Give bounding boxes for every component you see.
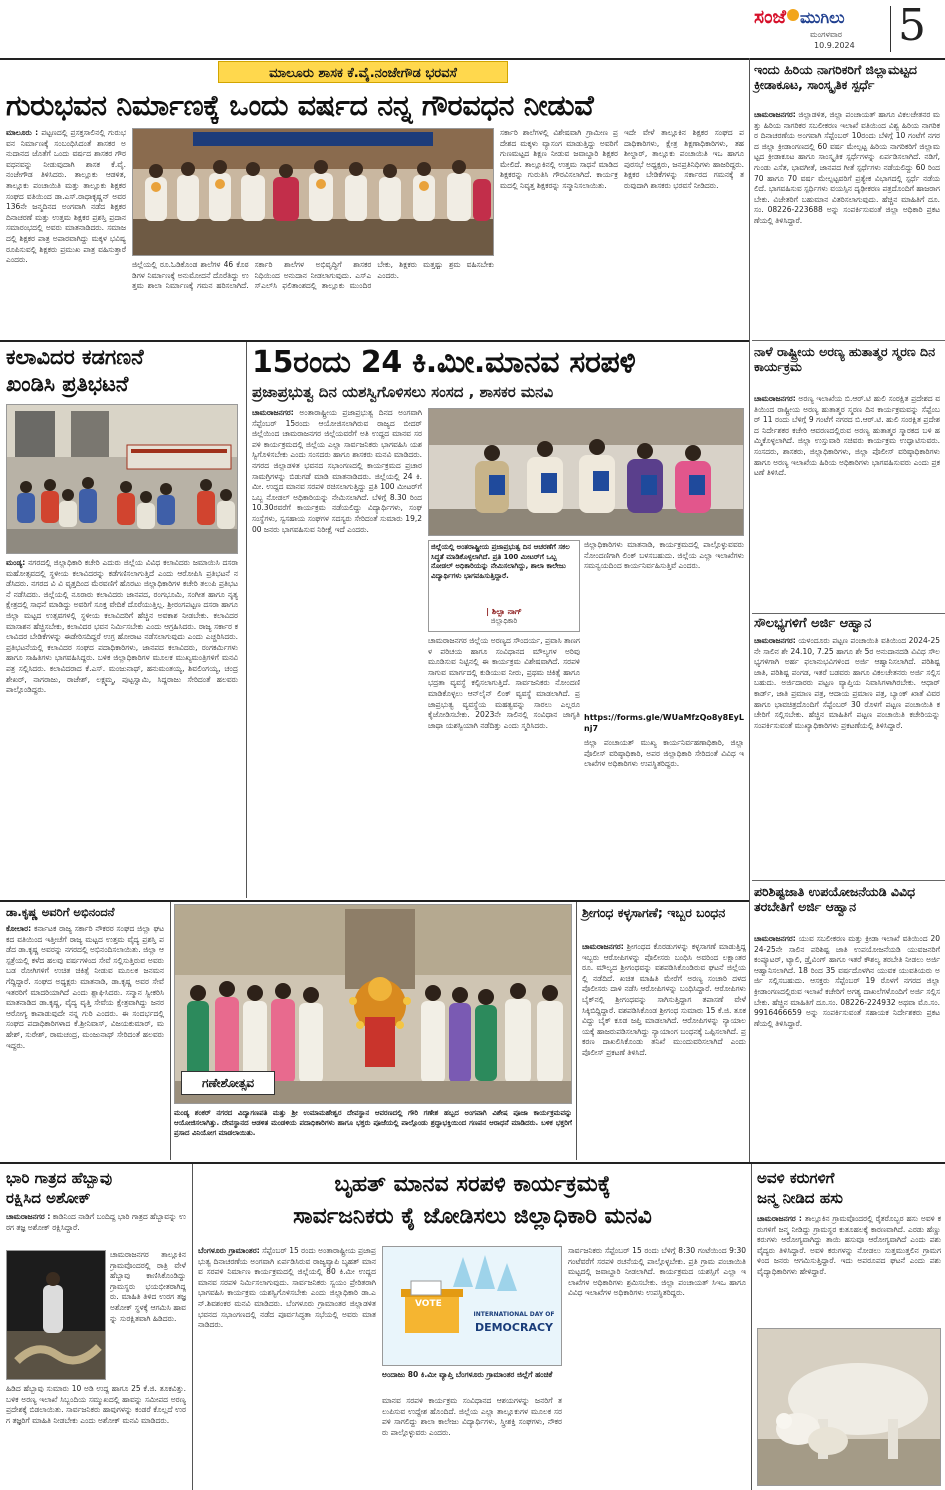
krishna-story	[0, 902, 168, 1162]
cow-photo	[757, 1328, 941, 1486]
krishna-text: ಕರ್ನಾಟಕ ರಾಜ್ಯ ಸರ್ಕಾರಿ ನೌಕರರ ಸಂಘದ ಜಿಲ್ಲಾ ಘಟಕದ ವತಿಯಿಂದ ಇತ್ತೀಚೆಗೆ ರಾಜ್ಯ ಮಟ್ಟದ ಉತ್ತಮ ವೈದ್ಯ ಪ್ರಶಸ್ತಿ ಪಡೆದ ಡಾ.ಕೃಷ್ಣ ಅವರನ್ನು ನಗರದಲ್ಲಿ ಅಭಿನಂದಿಸಲಾಯಿತು. ಜಿಲ್ಲಾ ಆಸ್ಪತ್ರೆಯಲ್ಲಿ ಕಳೆದ ಹಲವು ವರ್ಷಗಳಿಂದ ಸೇವೆ ಸಲ್ಲಿಸುತ್ತಿರುವ ಅವರು ಬಡ ರೋಗಿಗಳಿಗೆ ಉಚಿತ ಚಿಕಿತ್ಸೆ ನೀಡುವ ಮೂಲಕ ಜನಮನ ಗೆದ್ದಿದ್ದಾರೆ. ಸಂಘದ ಅಧ್ಯಕ್ಷರು ಮಾತನಾಡಿ, ಡಾ.ಕೃಷ್ಣ ಅವರ ಸೇವೆ ಇತರರಿಗೆ ಮಾದರಿಯಾಗಿದೆ ಎಂದು ಶ್ಲಾಘಿಸಿದರು. ಸನ್ಮಾನ ಸ್ವೀಕರಿಸಿ ಮಾತನಾಡಿದ ಡಾ.ಕೃಷ್ಣ, ವೈದ್ಯ ವೃತ್ತಿ ಸೇವೆಯ ಕ್ಷೇತ್ರವಾಗಿದ್ದು ಜನರ ಆರೋಗ್ಯ ಕಾಪಾಡುವುದೇ ನನ್ನ ಗುರಿ ಎಂದರು. ಈ ಸಂದರ್ಭದಲ್ಲಿ ಸಂಘದ ಪದಾಧಿಕಾರಿಗಳಾದ ಕೆ.ಶ್ರೀನಿವಾಸ್, ವಿಜಯಕುಮಾರ್, ಮಹೇಶ್, ಸುರೇಶ್, ರಾಮಚಂದ್ರ, ಮಂಜುನಾಥ್ ಸೇರಿದಂತೆ ಹಲವರು ಇದ್ದರು.	[6, 924, 164, 1050]
brand-logo	[754, 6, 884, 30]
bottom-body-1: ಸೆಪ್ಟೆಂಬರ್ 15 ರಂದು ಅಂತಾರಾಷ್ಟ್ರೀಯ ಪ್ರಜಾಪ್ರಭುತ್ವ ದಿನಾಚರಣೆಯ ಅಂಗವಾಗಿ ಏರ್ಪಡಿಸಿರುವ ರಾಜ್ಯವ್ಯಾಪಿ ಬೃಹತ್ ಮಾನವ ಸರಪಳಿ ನಿರ್ಮಾಣ ಕಾರ್ಯಕ್ರಮದಲ್ಲಿ ಜಿಲ್ಲೆಯಲ್ಲಿ 80 ಕಿ.ಮೀ ಉದ್ದದ ಮಾನವ ಸರಪಳಿ ನಿರ್ಮಿಸಲಾಗುವುದು. ಸಾರ್ವಜನಿಕರು ಸ್ವಯಂ ಪ್ರೇರಿತರಾಗಿ ಭಾಗವಹಿಸಿ ಕಾರ್ಯಕ್ರಮ ಯಶಸ್ವಿಗೊಳಿಸಬೇಕು ಎಂದು ಜಿಲ್ಲಾಧಿಕಾರಿ ಡಾ.ಎನ್.ಶಿವಶಂಕರ ಮನವಿ ಮಾಡಿದರು. ಬೆಂಗಳೂರು ಗ್ರಾಮಾಂತರ ಜಿಲ್ಲಾಡಳಿತ ಭವನದ ಸಭಾಂಗಣದಲ್ಲಿ ನಡೆದ ಪೂರ್ವಸಿದ್ಧತಾ ಸಭೆಯಲ್ಲಿ ಅವರು ಮಾತನಾಡಿದರು.	[198, 1246, 376, 1330]
srigandha-story	[580, 902, 748, 1160]
srigandha-body	[582, 942, 746, 1158]
page-number: 5	[898, 0, 926, 51]
bottom-body-col1	[198, 1246, 376, 1486]
right-rule-3	[752, 880, 945, 881]
protest-divider	[246, 342, 247, 898]
top-body-col2	[132, 260, 494, 336]
snake-body-1: ಕಾಡಿನಿಂದ ನಾಡಿಗೆ ಬಂದಿದ್ದ ಭಾರಿ ಗಾತ್ರದ ಹೆಬ್ಬಾವನ್ನು ಉರಗ ತಜ್ಞ ಅಶೋಕ್ ರಕ್ಷಿಸಿದ್ದಾರೆ.	[6, 1212, 186, 1232]
protest-headline-2: ಖಂಡಿಸಿ ಪ್ರತಿಭಟನೆ	[6, 372, 129, 396]
top-body-col1	[6, 128, 126, 335]
subplan-dateline: ಚಾಮರಾಜನಗರ:	[754, 934, 796, 943]
chain-body-col1	[252, 408, 422, 896]
chain-quote-role: ಜಿಲ್ಲಾಧಿಕಾರಿ	[490, 617, 518, 625]
chain-quote-name: | ಶಿಲ್ಪಾ ನಾಗ್	[486, 607, 522, 616]
srigandha-headline: ಶ್ರೀಗಂಧ ಕಳ್ಳಸಾಗಣೆ; ಇಬ್ಬರ ಬಂಧನ	[582, 905, 726, 920]
facilities-dateline: ಚಾಮರಾಜನಗರ:	[754, 636, 796, 645]
masthead-day: ಮಂಗಳವಾರ	[810, 30, 843, 39]
right-column	[752, 60, 945, 1162]
top-body-col4	[624, 128, 744, 335]
snake-divider	[192, 1164, 193, 1490]
ganesha-caption: ಮಂಡ್ಯ ಶಂಕರ್ ನಗರದ ವಿದ್ಯಾಗಣಪತಿ ಮತ್ತು ಶ್ರೀ ಉಮಾಮಹೇಶ್ವರ ದೇವಸ್ಥಾನ ಆವರಣದಲ್ಲಿ ಗೌರಿ ಗಣೇಶ ಹಬ್ಬದ ಅಂಗವಾಗಿ ವಿಶೇಷ ಪೂಜಾ ಕಾರ್ಯಕ್ರಮವನ್ನು ಆಯೋಜಿಸಲಾಗಿತ್ತು. ದೇವಸ್ಥಾನದ ಆಡಳಿತ ಮಂಡಳಿಯ ಪದಾಧಿಕಾರಿಗಳು ಹಾಗೂ ಭಕ್ತರು ಪೂಜೆಯಲ್ಲಿ ಪಾಲ್ಗೊಂಡು ಶ್ರದ್ಧಾಭಕ್ತಿಯಿಂದ ಗಣಪನ ಆರಾಧನೆ ಮಾಡಿದರು. ಬಳಿಕ ಭಕ್ತರಿಗೆ ಪ್ರಸಾದ ವಿನಿಯೋಗ ಮಾಡಲಾಯಿತು.	[174, 1109, 572, 1137]
subplan-headline: ಪರಿಶಿಷ್ಟಜಾತಿ ಉಪಯೋಜನೆಯಡಿ ವಿವಿಧ ತರಬೇತಿಗೆ ಅರ್ಜಿ ಆಹ್ವಾನ	[754, 884, 916, 914]
democracy-graphic	[382, 1246, 562, 1366]
top-story	[0, 60, 748, 340]
senior-body	[754, 110, 940, 336]
officials-release-photo	[429, 409, 744, 536]
forest-body	[754, 394, 940, 608]
top-body-1: ಪಟ್ಟಣದಲ್ಲಿ ಪ್ರಸಕ್ತಸಾಲಿನಲ್ಲಿ ಗುರುಭವನ ನಿರ್ಮಾಣಕ್ಕೆ ಸಂಬಂಧಿಸಿದಂತೆ ಶಾಸಕರ ಅನುದಾನದ ಜೊತೆಗೆ ಒಂದು ವರ್ಷದ ಶಾಸಕರ ಗೌರವಧನವನ್ನು ನೀಡುವುದಾಗಿ ಶಾಸಕ ಕೆ.ವೈ.ನಂಜೇಗೌಡ ತಿಳಿಸಿದರು. ತಾಲ್ಲೂಕು ಆಡಳಿತ, ತಾಲ್ಲೂಕು ಪಂಚಾಯಿತಿ ಮತ್ತು ತಾಲ್ಲೂಕು ಶಿಕ್ಷಕರ ಸಂಘದ ವತಿಯಿಂದ ಡಾ.ಎಸ್.ರಾಧಾಕೃಷ್ಣನ್ ಅವರ 136ನೇ ಜನ್ಮದಿನದ ಅಂಗವಾಗಿ ನಡೆದ ಶಿಕ್ಷಕರ ದಿನಾಚರಣೆ ಮತ್ತು ಉತ್ತಮ ಶಿಕ್ಷಕರ ಪ್ರಶಸ್ತಿ ಪ್ರದಾನ ಸಮಾರಂಭದಲ್ಲಿ ಅವರು ಮಾತನಾಡಿದರು. ಸಮಾಜದಲ್ಲಿ ಶಿಕ್ಷಕರ ಪಾತ್ರ ಅಪಾರವಾಗಿದ್ದು ಮಕ್ಕಳ ಭವಿಷ್ಯ ರೂಪಿಸುವಲ್ಲಿ ಶಿಕ್ಷಕರು ಪ್ರಮುಖ ಪಾತ್ರ ವಹಿಸುತ್ತಾರೆ ಎಂದರು.	[6, 128, 126, 265]
top-kicker-text: ಮಾಲೂರು ಶಾಸಕ ಕೆ.ವೈ.ನಂಜೇಗೌಡ ಭರವಸೆ	[269, 66, 457, 81]
forest-martyrs-story	[752, 344, 945, 612]
right-rule-1	[752, 340, 945, 341]
cow-divider	[751, 1164, 752, 1490]
snake-body-side	[110, 1250, 186, 1380]
chain-body-col3	[428, 636, 580, 896]
snake-story	[0, 1164, 190, 1490]
snake-dateline: ಚಾಮರಾಜನಗರ :	[6, 1212, 51, 1221]
protest-dateline: ಮಂಡ್ಯ:	[6, 558, 26, 567]
krishna-headline: ಡಾ.ಕೃಷ್ಣ ಅವರಿಗೆ ಅಭಿನಂದನೆ	[6, 905, 115, 919]
top-dateline: ಮಾಲೂರು :	[6, 128, 39, 137]
krishna-dateline: ಕೋಲಾರ:	[6, 924, 32, 933]
senior-text: ಜಿಲ್ಲಾಡಳಿತ, ಜಿಲ್ಲಾ ಪಂಚಾಯತ್ ಹಾಗೂ ವಿಕಲಚೇತನರ ಮತ್ತು ಹಿರಿಯ ನಾಗರಿಕರ ಸಬಲೀಕರಣ ಇಲಾಖೆ ವತಿಯಿಂದ ವಿಶ್ವ ಹಿರಿಯ ನಾಗರಿಕರ ದಿನಾಚರಣೆಯ ಅಂಗವಾಗಿ ಸೆಪ್ಟೆಂಬರ್ 10ರಂದು ಬೆಳಿಗ್ಗೆ 10 ಗಂಟೆಗೆ ನಗರದ ಜಿಲ್ಲಾ ಕ್ರೀಡಾಂಗಣದಲ್ಲಿ 60 ವರ್ಷ ಮೇಲ್ಪಟ್ಟ ಹಿರಿಯ ನಾಗರಿಕರಿಗೆ ಜಿಲ್ಲಾಮಟ್ಟದ ಕ್ರೀಡಾಕೂಟ ಹಾಗೂ ಸಾಂಸ್ಕೃತಿಕ ಸ್ಪರ್ಧೆಗಳನ್ನು ಏರ್ಪಡಿಸಲಾಗಿದೆ. ನಡಿಗೆ, ಗುಂಡು ಎಸೆತ, ಭಾವಗೀತೆ, ಜಾನಪದ ಗೀತೆ ಸ್ಪರ್ಧೆಗಳು ನಡೆಯಲಿದ್ದು 60 ರಿಂದ 70 ಹಾಗೂ 70 ವರ್ಷ ಮೇಲ್ಪಟ್ಟವರಿಗೆ ಪ್ರತ್ಯೇಕ ವಿಭಾಗದಲ್ಲಿ ಸ್ಪರ್ಧೆ ನಡೆಯಲಿದೆ. ಭಾಗವಹಿಸುವ ಸ್ಪರ್ಧಿಗಳು ವಯಸ್ಸಿನ ದೃಢೀಕರಣ ಪತ್ರದೊಂದಿಗೆ ಹಾಜರಾಗಬೇಕು. ವಿಜೇತರಿಗೆ ಬಹುಮಾನ ವಿತರಿಸಲಾಗುವುದು. ಹೆಚ್ಚಿನ ಮಾಹಿತಿಗೆ ದೂ.ಸಂ. 08226-223688 ಅನ್ನು ಸಂಪರ್ಕಿಸುವಂತೆ ಜಿಲ್ಲಾ ಅಧಿಕಾರಿ ಪ್ರಕಟಣೆಯಲ್ಲಿ ತಿಳಿಸಿದ್ದಾರೆ.	[754, 110, 940, 225]
snake-body-3: ಹಿಡಿದ ಹೆಬ್ಬಾವು ಸುಮಾರು 10 ಅಡಿ ಉದ್ದ ಹಾಗೂ 25 ಕೆ.ಜಿ. ತೂಕವಿತ್ತು. ಬಳಿಕ ಅರಣ್ಯ ಇಲಾಖೆ ಸಿಬ್ಬಂದಿಯ ಸಮ್ಮುಖದಲ್ಲಿ ಹಾವನ್ನು ಸಮೀಪದ ಅರಣ್ಯ ಪ್ರದೇಶಕ್ಕೆ ಬಿಡಲಾಯಿತು. ಸಾರ್ವಜನಿಕರು ಹಾವುಗಳನ್ನು ಕಂಡರೆ ಕೊಲ್ಲದೆ ಉರಗ ತಜ್ಞರಿಗೆ ಮಾಹಿತಿ ನೀಡಬೇಕು ಎಂದು ಅಶೋಕ್ ಮನವಿ ಮಾಡಿದರು.	[6, 1384, 186, 1425]
bottom-caption-text: ಅಂದಾಜು 80 ಕಿ.ಮೀ ವ್ಯಾಪ್ತಿ ಬೆಂಗಳೂರು ಗ್ರಾಮಾಂತರ ಜಿಲ್ಲೆಗೆ ಹಂಚಿಕೆ	[382, 1370, 553, 1379]
snake-photo	[6, 1250, 106, 1380]
senior-dateline: ಚಾಮರಾಜನಗರ:	[754, 110, 796, 119]
facilities-story	[752, 616, 945, 878]
twin-calves-photo	[758, 1329, 941, 1486]
facilities-body	[754, 636, 940, 874]
snake-body-top	[6, 1212, 186, 1246]
graphic-vote-text: VOTE	[415, 1299, 442, 1309]
bottom-headline-2: ಸಾರ್ವಜನಿಕರು ಕೈ ಜೋಡಿಸಲು ಜಿಲ್ಲಾಧಿಕಾರಿ ಮನವಿ	[293, 1204, 652, 1229]
chain-body-col2	[584, 540, 744, 710]
masthead-divider	[890, 6, 891, 52]
sc-subplan-story	[752, 884, 945, 1160]
top-kicker	[218, 61, 508, 83]
bottom-photo-caption	[382, 1370, 562, 1394]
bottom-story	[196, 1164, 749, 1490]
bottom-headline-1: ಬೃಹತ್ ಮಾನವ ಸರಪಳಿ ಕಾರ್ಯಕ್ರಮಕ್ಕೆ	[334, 1172, 611, 1197]
chain-body-2: ಚಾಮರಾಜನಗರ ಜಿಲ್ಲೆಯ ಅರಣ್ಯದ ಸೌಂದರ್ಯ, ಪ್ರವಾಸಿ ತಾಣಗಳ ಪರಿಚಯ ಹಾಗೂ ಸಂವಿಧಾನದ ಮೌಲ್ಯಗಳ ಅರಿವು ಮೂಡಿಸುವ ನಿಟ್ಟಿನಲ್ಲಿ ಈ ಕಾರ್ಯಕ್ರಮ ವಿಶೇಷವಾಗಿದೆ. ಸರಪಳಿ ಸಾಗುವ ಮಾರ್ಗದಲ್ಲಿ ಕುಡಿಯುವ ನೀರು, ಪ್ರಥಮ ಚಿಕಿತ್ಸೆ ಹಾಗೂ ಭದ್ರತಾ ವ್ಯವಸ್ಥೆ ಕಲ್ಪಿಸಲಾಗುತ್ತಿದೆ. ಸಾರ್ವಜನಿಕರು ನೋಂದಣಿ ಮಾಡಿಕೊಳ್ಳಲು ಆನ್‌ಲೈನ್ ಲಿಂಕ್ ವ್ಯವಸ್ಥೆ ಮಾಡಲಾಗಿದೆ. ಪ್ರಜಾಪ್ರಭುತ್ವ ವ್ಯವಸ್ಥೆಯ ಮಹತ್ವವನ್ನು ಸಾರಲು ಎಲ್ಲರೂ ಕೈಜೋಡಿಸಬೇಕು. 2023ನೇ ಸಾಲಿನಲ್ಲಿ ಸಂವಿಧಾನ ಜಾಗೃತಿ ಜಾಥಾ ಯಶಸ್ವಿಯಾಗಿ ನಡೆದಿತ್ತು ಎಂದು ಸ್ಮರಿಸಿದರು.	[428, 636, 580, 730]
python-rescue-photo	[7, 1251, 106, 1380]
senior-headline: ಇಂದು ಹಿರಿಯ ನಾಗರಿಕರಿಗೆ ಜಿಲ್ಲಾಮಟ್ಟದ ಕ್ರೀಡಾಕೂಟ, ಸಾಂಸ್ಕೃತಿಕ ಸ್ಪರ್ಧೆ	[754, 62, 917, 92]
chain-body-4: ಜಿಲ್ಲಾ ಪಂಚಾಯತ್ ಮುಖ್ಯ ಕಾರ್ಯನಿರ್ವಹಣಾಧಿಕಾರಿ, ಜಿಲ್ಲಾ ಪೊಲೀಸ್ ವರಿಷ್ಠಾಧಿಕಾರಿ, ಅಪರ ಜಿಲ್ಲಾಧಿಕಾರಿ ಸೇರಿದಂತೆ ವಿವಿಧ ಇಲಾಖೆಗಳ ಅಧಿಕಾರಿಗಳು ಉಪಸ್ಥಿತರಿದ್ದರು.	[584, 738, 744, 769]
protest-body	[6, 558, 238, 896]
chain-subhead: ಪ್ರಜಾಪ್ರಭುತ್ವ ದಿನ ಯಶಸ್ವಿಗೊಳಿಸಲು ಸಂಸದ , ಶಾಸಕರ ಮನವಿ	[252, 383, 554, 401]
protest-photo	[6, 404, 238, 554]
ganesha-label	[181, 1071, 275, 1095]
snake-body-bottom	[6, 1384, 186, 1486]
chain-body-col4	[584, 738, 744, 896]
ganesha-divider	[576, 902, 577, 1160]
cow-text: ತಾಲ್ಲೂಕಿನ ಗ್ರಾಮವೊಂದರಲ್ಲಿ ರೈತರೊಬ್ಬರ ಹಸು ಅವಳಿ ಕರುಗಳಿಗೆ ಜನ್ಮ ನೀಡಿದ್ದು ಗ್ರಾಮಸ್ಥರ ಕುತೂಹಲಕ್ಕೆ ಕಾರಣವಾಗಿದೆ. ಎರಡು ಹೆಣ್ಣು ಕರುಗಳು ಆರೋಗ್ಯವಾಗಿದ್ದು ತಾಯಿ ಹಸುವೂ ಆರೋಗ್ಯವಾಗಿದೆ ಎಂದು ಪಶು ವೈದ್ಯರು ತಿಳಿಸಿದ್ದಾರೆ. ಅವಳಿ ಕರುಗಳನ್ನು ನೋಡಲು ಸುತ್ತಮುತ್ತಲಿನ ಗ್ರಾಮಗಳಿಂದ ಜನರು ಆಗಮಿಸುತ್ತಿದ್ದಾರೆ. ಇದು ಅಪರೂಪದ ಘಟನೆ ಎಂದು ಪಶು ವೈದ್ಯಾಧಿಕಾರಿಗಳು ಹೇಳಿದ್ದಾರೆ.	[757, 1214, 941, 1276]
krishna-divider	[170, 902, 171, 1160]
snake-headline-1: ಭಾರಿ ಗಾತ್ರದ ಹೆಬ್ಬಾವು	[6, 1169, 113, 1187]
snake-body-2: ಚಾಮರಾಜನಗರ ತಾಲ್ಲೂಕಿನ ಗ್ರಾಮವೊಂದರಲ್ಲಿ ರಾತ್ರಿ ವೇಳೆ ಹೆಬ್ಬಾವು ಕಾಣಿಸಿಕೊಂಡಿದ್ದು ಗ್ರಾಮಸ್ಥರು ಭಯಭೀತರಾಗಿದ್ದರು. ಮಾಹಿತಿ ತಿಳಿದ ಉರಗ ತಜ್ಞ ಅಶೋಕ್ ಸ್ಥಳಕ್ಕೆ ಆಗಮಿಸಿ ಹಾವನ್ನು ಸುರಕ್ಷಿತವಾಗಿ ಹಿಡಿದರು.	[110, 1250, 186, 1323]
cow-body	[757, 1214, 941, 1324]
chain-quote-box	[428, 540, 580, 632]
ganesha-story	[174, 904, 572, 1160]
chain-body-3: ಜಿಲ್ಲಾಧಿಕಾರಿಗಳು ಮಾತನಾಡಿ, ಕಾರ್ಯಕ್ರಮದಲ್ಲಿ ಪಾಲ್ಗೊಳ್ಳುವವರು ನೋಂದಣಿಗಾಗಿ ಲಿಂಕ್ ಬಳಸಬಹುದು. ಜಿಲ್ಲೆಯ ಎಲ್ಲಾ ಇಲಾಖೆಗಳು ಸಮನ್ವಯದಿಂದ ಕಾರ್ಯನಿರ್ವಹಿಸುತ್ತಿವೆ ಎಂದರು.	[584, 540, 744, 571]
top-headline: ಗುರುಭವನ ನಿರ್ಮಾಣಕ್ಕೆ ಒಂದು ವರ್ಷದ ನನ್ನ ಗೌರವಧನ ನೀಡುವೆ	[6, 89, 594, 122]
ganesha-label-text: ಗಣೇಶೋತ್ಸವ	[201, 1076, 255, 1090]
top-body-4: ಇದೇ ವೇಳೆ ತಾಲ್ಲೂಕಿನ ಶಿಕ್ಷಕರ ಸಂಘದ ಪದಾಧಿಕಾರಿಗಳು, ಕ್ಷೇತ್ರ ಶಿಕ್ಷಣಾಧಿಕಾರಿಗಳು, ತಹಶೀಲ್ದಾರ್, ತಾಲ್ಲೂಕು ಪಂಚಾಯಿತಿ ಇಒ ಹಾಗೂ ಪುರಸಭೆ ಅಧ್ಯಕ್ಷರು, ಜನಪ್ರತಿನಿಧಿಗಳು ಹಾಜರಿದ್ದರು. ಶಿಕ್ಷಕರ ಬೇಡಿಕೆಗಳನ್ನು ಸರ್ಕಾರದ ಗಮನಕ್ಕೆ ತರುವುದಾಗಿ ಶಾಸಕರು ಭರವಸೆ ನೀಡಿದರು.	[624, 128, 744, 190]
right-column-divider	[749, 58, 750, 1162]
teachers-stage-photo	[133, 129, 494, 256]
brand-name-part1: ಸಂಜೆ	[754, 6, 787, 28]
forest-headline: ನಾಳೆ ರಾಷ್ಟ್ರೀಯ ಅರಣ್ಯ ಹುತಾತ್ಮರ ಸ್ಮರಣ ದಿನ ಕಾರ್ಯಕ್ರಮ	[754, 344, 936, 374]
graphic-democracy-text: DEMOCRACY	[474, 1321, 554, 1334]
masthead-date: 10.9.2024	[814, 41, 855, 50]
top-body-2: ಜಿಲ್ಲೆಯಲ್ಲಿ ರೂ.ಓಡಿಕೊಂಡ ಶಾಲೆಗಳ 46 ಕೊಠಡಿಗಳ ನಿರ್ಮಾಣಕ್ಕೆ ಅನುಮೋದನೆ ದೊರೆತಿದ್ದು ಉತ್ತಮ ಶಾಲಾ ನಿರ್ಮಾಣಕ್ಕೆ ಗಮನ ಹರಿಸಲಾಗಿದೆ. ಸರ್ಕಾರಿ ಶಾಲೆಗಳ ಅಭಿವೃದ್ಧಿಗೆ ಶಾಸಕರ ನಿಧಿಯಿಂದ ಅನುದಾನ ನೀಡಲಾಗುವುದು. ಎಸ್‌ಎಸ್‌ಎಲ್‌ಸಿ ಫಲಿತಾಂಶದಲ್ಲಿ ತಾಲ್ಲೂಕು ಮುಂದಿರಬೇಕು, ಶಿಕ್ಷಕರು ಮತ್ತಷ್ಟು ಶ್ರಮ ವಹಿಸಬೇಕು ಎಂದರು.	[132, 260, 494, 291]
protest-text: ನಗರದಲ್ಲಿ ಜಿಲ್ಲಾಧಿಕಾರಿ ಕಚೇರಿ ಎದುರು ಜಿಲ್ಲೆಯ ವಿವಿಧ ಕಲಾವಿದರು ಜಮಾಯಿಸಿ ದಸರಾ ಮಹೋತ್ಸವದಲ್ಲಿ ಸ್ಥಳೀಯ ಕಲಾವಿದರನ್ನು ಕಡೆಗಣಿಸಲಾಗುತ್ತಿದೆ ಎಂದು ಆರೋಪಿಸಿ ಪ್ರತಿಭಟನೆ ನಡೆಸಿದರು. ನಗರದ ವಿ ವಿ ವೃತ್ತದಿಂದ ಮೆರವಣಿಗೆ ಹೊರಟು ಜಿಲ್ಲಾಧಿಕಾರಿಗಳ ಕಚೇರಿ ತಲುಪಿ ಪ್ರತಿಭಟನೆ ನಡೆಸಿದರು. ಜಿಲ್ಲೆಯಲ್ಲಿ ನೂರಾರು ಕಲಾವಿದರು ಜಾನಪದ, ರಂಗಭೂಮಿ, ಸಂಗೀತ ಹಾಗೂ ನೃತ್ಯ ಕ್ಷೇತ್ರದಲ್ಲಿ ಸಾಧನೆ ಮಾಡಿದ್ದು ಅವರಿಗೆ ಸೂಕ್ತ ವೇದಿಕೆ ದೊರೆಯುತ್ತಿಲ್ಲ. ಶ್ರೀರಂಗಪಟ್ಟಣ ದಸರಾ ಹಾಗೂ ಜಿಲ್ಲಾ ಮಟ್ಟದ ಉತ್ಸವಗಳಲ್ಲಿ ಸ್ಥಳೀಯ ಕಲಾವಿದರಿಗೆ ಹೆಚ್ಚಿನ ಅವಕಾಶ ನೀಡಬೇಕು. ಕಲಾವಿದರ ಮಾಸಾಶನ ಹೆಚ್ಚಿಸಬೇಕು, ಕಲಾವಿದರ ಭವನ ನಿರ್ಮಿಸಬೇಕು ಎಂದು ಆಗ್ರಹಿಸಿದರು. ರಾಜ್ಯ ಸರ್ಕಾರ ಕಲಾವಿದರ ಬೇಡಿಕೆಗಳನ್ನು ಈಡೇರಿಸದಿದ್ದರೆ ಉಗ್ರ ಹೋರಾಟ ನಡೆಸಲಾಗುವುದು ಎಂದು ಎಚ್ಚರಿಸಿದರು. ಪ್ರತಿಭಟನೆಯಲ್ಲಿ ಕಲಾವಿದರ ಸಂಘದ ಪದಾಧಿಕಾರಿಗಳು, ಜಾನಪದ ಕಲಾವಿದರು, ರಂಗಕರ್ಮಿಗಳು ಹಾಗೂ ಸಾಹಿತಿಗಳು ಭಾಗವಹಿಸಿದ್ದರು. ಬಳಿಕ ಜಿಲ್ಲಾಧಿಕಾರಿಗಳ ಮೂಲಕ ಮುಖ್ಯಮಂತ್ರಿಗಳಿಗೆ ಮನವಿ ಪತ್ರ ಸಲ್ಲಿಸಿದರು. ಕಲಾವಿದರಾದ ಕೆ.ಎಸ್. ಮಂಜುನಾಥ್, ಹನುಮಂತಯ್ಯ, ಶಿವಲಿಂಗಯ್ಯ, ಚಂದ್ರಶೇಖರ್, ನಾಗರಾಜು, ರಾಜೇಶ್, ಲಕ್ಷ್ಮಮ್ಮ, ಪುಟ್ಟಸ್ವಾಮಿ, ಸಿದ್ದರಾಜು ಸೇರಿದಂತೆ ಹಲವರು ಪಾಲ್ಗೊಂಡಿದ್ದರು.	[6, 558, 238, 695]
sun-icon	[787, 9, 799, 21]
forest-dateline: ಚಾಮರಾಜನಗರ:	[754, 394, 796, 403]
bottom-dateline: ಬೆಂಗಳೂರು ಗ್ರಾಮಾಂತರ:	[198, 1246, 260, 1255]
chain-headline: 15ರಂದು 24 ಕಿ.ಮೀ.ಮಾನವ ಸರಪಳಿ	[252, 345, 636, 380]
snake-headline-2: ರಕ್ಷಿಸಿದ ಅಶೋಕ್	[6, 1189, 91, 1207]
chain-dateline: ಚಾಮರಾಜನಗರ:	[252, 408, 294, 417]
right-rule-2	[752, 613, 945, 614]
chain-photo	[428, 408, 744, 536]
protest-story	[0, 342, 244, 900]
bottom-body-col2	[382, 1396, 562, 1486]
srigandha-dateline: ಚಾಮರಾಜನಗರ:	[582, 942, 624, 951]
chain-link[interactable]: https://forms.gle/WUaMfzQo8y8EyLnj7	[584, 713, 744, 733]
bottom-body-3: ಸಾರ್ವಜನಿಕರು ಸೆಪ್ಟೆಂಬರ್ 15 ರಂದು ಬೆಳಿಗ್ಗೆ 8:30 ಗಂಟೆಯಿಂದ 9:30 ಗಂಟೆವರೆಗೆ ಸರಪಳಿ ರಚನೆಯಲ್ಲಿ ಪಾಲ್ಗೊಳ್ಳಬೇಕು. ಪ್ರತಿ ಗ್ರಾಮ ಪಂಚಾಯಿತಿ ಮಟ್ಟದಲ್ಲಿ ಜವಾಬ್ದಾರಿ ನೀಡಲಾಗಿದೆ. ಕಾರ್ಯಕ್ರಮದ ಯಶಸ್ಸಿಗೆ ಎಲ್ಲಾ ಇಲಾಖೆಗಳ ಅಧಿಕಾರಿಗಳು ಶ್ರಮಿಸಬೇಕು. ಜಿಲ್ಲಾ ಪಂಚಾಯತ್ ಸಿಇಒ ಹಾಗೂ ವಿವಿಧ ಇಲಾಖೆಗಳ ಅಧಿಕಾರಿಗಳು ಉಪಸ್ಥಿತರಿದ್ದರು.	[568, 1246, 746, 1298]
top-body-3: ಸರ್ಕಾರಿ ಶಾಲೆಗಳಲ್ಲಿ ವಿಶೇಷವಾಗಿ ಗ್ರಾಮೀಣ ಪ್ರದೇಶದ ಮಕ್ಕಳು ವ್ಯಾಸಂಗ ಮಾಡುತ್ತಿದ್ದು ಅವರಿಗೆ ಗುಣಮಟ್ಟದ ಶಿಕ್ಷಣ ನೀಡುವ ಜವಾಬ್ದಾರಿ ಶಿಕ್ಷಕರ ಮೇಲಿದೆ. ತಾಲ್ಲೂಕಿನಲ್ಲಿ ಉತ್ತಮ ಸಾಧನೆ ಮಾಡಿದ ಶಿಕ್ಷಕರನ್ನು ಗುರುತಿಸಿ ಗೌರವಿಸಲಾಗಿದೆ. ಕಾರ್ಯಕ್ರಮದಲ್ಲಿ ನಿವೃತ್ತ ಶಿಕ್ಷಕರನ್ನು ಸನ್ಮಾನಿಸಲಾಯಿತು.	[500, 128, 618, 190]
forest-text: ಅರಣ್ಯ ಇಲಾಖೆಯ ಬಿ.ಆರ್.ಟಿ ಹುಲಿ ಸಂರಕ್ಷಿತ ಪ್ರದೇಶದ ವತಿಯಿಂದ ರಾಷ್ಟ್ರೀಯ ಅರಣ್ಯ ಹುತಾತ್ಮರ ಸ್ಮರಣ ದಿನ ಕಾರ್ಯಕ್ರಮವನ್ನು ಸೆಪ್ಟೆಂಬರ್ 11 ರಂದು ಬೆಳಿಗ್ಗೆ 9 ಗಂಟೆಗೆ ನಗರದ ಬಿ.ಆರ್.ಟಿ. ಹುಲಿ ಸಂರಕ್ಷಿತ ಪ್ರದೇಶದ ನಿರ್ದೇಶಕರ ಕಚೇರಿ ಆವರಣದಲ್ಲಿರುವ ಅರಣ್ಯ ಹುತಾತ್ಮರ ಸ್ಮಾರಕದ ಬಳಿ ಹಮ್ಮಿಕೊಳ್ಳಲಾಗಿದೆ. ಜಿಲ್ಲಾ ಉಸ್ತುವಾರಿ ಸಚಿವರು ಕಾರ್ಯಕ್ರಮ ಉದ್ಘಾಟಿಸುವರು. ಸಂಸದರು, ಶಾಸಕರು, ಜಿಲ್ಲಾಧಿಕಾರಿಗಳು, ಜಿಲ್ಲಾ ಪೊಲೀಸ್ ವರಿಷ್ಠಾಧಿಕಾರಿಗಳು ಹಾಗೂ ಅರಣ್ಯ ಇಲಾಖೆಯ ಹಿರಿಯ ಅಧಿಕಾರಿಗಳು ಭಾಗವಹಿಸುವರು ಎಂದು ಪ್ರಕಟಣೆ ತಿಳಿಸಿದೆ.	[754, 394, 940, 478]
protest-headline-1: ಕಲಾವಿದರ ಕಡಗಣನೆ	[6, 345, 144, 369]
facilities-text: ಯಳಂದೂರು ಪಟ್ಟಣ ಪಂಚಾಯಿತಿ ವತಿಯಿಂದ 2024-25ನೇ ಸಾಲಿನ ಶೇ 24.10, 7.25 ಹಾಗೂ ಶೇ 5ರ ಅನುದಾನದಡಿ ವಿವಿಧ ಸೌಲಭ್ಯಗಳಿಗಾಗಿ ಅರ್ಹ ಫಲಾನುಭವಿಗಳಿಂದ ಅರ್ಜಿ ಆಹ್ವಾನಿಸಲಾಗಿದೆ. ಪರಿಶಿಷ್ಟ ಜಾತಿ, ಪರಿಶಿಷ್ಟ ಪಂಗಡ, ಇತರೆ ಬಡವರು ಹಾಗೂ ವಿಕಲಚೇತನರು ಅರ್ಜಿ ಸಲ್ಲಿಸಬಹುದು. ಅರ್ಜಿದಾರರು ಪಟ್ಟಣ ವ್ಯಾಪ್ತಿಯ ನಿವಾಸಿಗಳಾಗಿರಬೇಕು. ಆಧಾರ್ ಕಾರ್ಡ್, ಜಾತಿ ಪ್ರಮಾಣ ಪತ್ರ, ಆದಾಯ ಪ್ರಮಾಣ ಪತ್ರ, ಬ್ಯಾಂಕ್ ಖಾತೆ ವಿವರ ಹಾಗೂ ಭಾವಚಿತ್ರದೊಂದಿಗೆ ಸೆಪ್ಟೆಂಬರ್ 30 ರೊಳಗೆ ಪಟ್ಟಣ ಪಂಚಾಯಿತಿ ಕಚೇರಿಗೆ ಸಲ್ಲಿಸಬೇಕು. ಹೆಚ್ಚಿನ ಮಾಹಿತಿಗೆ ಪಟ್ಟಣ ಪಂಚಾಯಿತಿ ಕಚೇರಿಯನ್ನು ಸಂಪರ್ಕಿಸುವಂತೆ ಮುಖ್ಯಾಧಿಕಾರಿಗಳು ಪ್ರಕಟಣೆಯಲ್ಲಿ ತಿಳಿಸಿದ್ದಾರೆ.	[754, 636, 940, 730]
subplan-body	[754, 934, 940, 1158]
chain-story	[250, 342, 748, 900]
ganesha-photo	[174, 904, 572, 1104]
srigandha-text: ಶ್ರೀಗಂಧದ ಕೊರಡುಗಳನ್ನು ಕಳ್ಳಸಾಗಣೆ ಮಾಡುತ್ತಿದ್ದ ಇಬ್ಬರು ಆರೋಪಿಗಳನ್ನು ಪೊಲೀಸರು ಬಂಧಿಸಿ ಅವರಿಂದ ಲಕ್ಷಾಂತರ ರೂ. ಮೌಲ್ಯದ ಶ್ರೀಗಂಧವನ್ನು ವಶಪಡಿಸಿಕೊಂಡಿರುವ ಘಟನೆ ಜಿಲ್ಲೆಯಲ್ಲಿ ನಡೆದಿದೆ. ಖಚಿತ ಮಾಹಿತಿ ಮೇರೆಗೆ ಅರಣ್ಯ ಸಂಚಾರಿ ದಳದ ಪೊಲೀಸರು ದಾಳಿ ನಡೆಸಿ ಆರೋಪಿಗಳನ್ನು ಬಂಧಿಸಿದ್ದಾರೆ. ಆರೋಪಿಗಳು ಬೈಕ್‌ನಲ್ಲಿ ಶ್ರೀಗಂಧವನ್ನು ಸಾಗಿಸುತ್ತಿದ್ದಾಗ ತಪಾಸಣೆ ವೇಳೆ ಸಿಕ್ಕಿಬಿದ್ದಿದ್ದಾರೆ. ವಶಪಡಿಸಿಕೊಂಡ ಶ್ರೀಗಂಧ ಸುಮಾರು 15 ಕೆ.ಜಿ. ತೂಕವಿದ್ದು ಬೈಕ್ ಕೂಡ ಜಪ್ತಿ ಮಾಡಲಾಗಿದೆ. ಆರೋಪಿಗಳನ್ನು ನ್ಯಾಯಾಲಯಕ್ಕೆ ಹಾಜರುಪಡಿಸಲಾಗಿದ್ದು ನ್ಯಾಯಾಂಗ ಬಂಧನಕ್ಕೆ ಒಪ್ಪಿಸಲಾಗಿದೆ. ಪ್ರಕರಣ ದಾಖಲಿಸಿಕೊಂಡು ತನಿಖೆ ಮುಂದುವರಿಸಲಾಗಿದೆ ಎಂದು ಪೊಲೀಸ್ ಪ್ರಕಟಣೆ ತಿಳಿಸಿದೆ.	[582, 942, 746, 1057]
brand-name-part2: ಮುಗಿಲು	[800, 8, 845, 27]
cow-dateline: ಚಾಮರಾಜನಗರ :	[757, 1214, 802, 1223]
bottom-body-2: ಮಾನವ ಸರಪಳಿ ಕಾರ್ಯಕ್ರಮ ಸಂವಿಧಾನದ ಆಶಯಗಳನ್ನು ಜನರಿಗೆ ತಲುಪಿಸುವ ಉದ್ದೇಶ ಹೊಂದಿದೆ. ಜಿಲ್ಲೆಯ ಎಲ್ಲಾ ತಾಲ್ಲೂಕುಗಳ ಮೂಲಕ ಸರಪಳಿ ಸಾಗಲಿದ್ದು ಶಾಲಾ ಕಾಲೇಜು ವಿದ್ಯಾರ್ಥಿಗಳು, ಸ್ತ್ರೀಶಕ್ತಿ ಸಂಘಗಳು, ನೌಕರರು ಪಾಲ್ಗೊಳ್ಳುವರು ಎಂದರು.	[382, 1396, 562, 1437]
protest-crowd-photo	[7, 405, 238, 554]
chain-quote-text: ಜಿಲ್ಲೆಯಲ್ಲಿ ಅಂತರಾಷ್ಟ್ರೀಯ ಪ್ರಜಾಪ್ರಭುತ್ವ ದಿನ ಆಚರಣೆಗೆ ಸಕಲ ಸಿದ್ಧತೆ ಮಾಡಿಕೊಳ್ಳಲಾಗಿದೆ. ಪ್ರತಿ 100 ಮೀಟರ್‌ಗೆ ಒಬ್ಬ ನೋಡಲ್ ಅಧಿಕಾರಿಯನ್ನು ನೇಮಿಸಲಾಗಿದ್ದು, ಶಾಲಾ ಕಾಲೇಜು ವಿದ್ಯಾರ್ಥಿಗಳು ಭಾಗವಹಿಸುತ್ತಿದ್ದಾರೆ.	[431, 543, 570, 580]
cow-headline-2: ಜನ್ಮ ನೀಡಿದ ಹಸು	[757, 1189, 843, 1207]
masthead	[752, 0, 945, 58]
krishna-body	[6, 924, 164, 1158]
facilities-headline: ಸೌಲಭ್ಯಗಳಿಗೆ ಅರ್ಜಿ ಆಹ್ವಾನ	[754, 616, 872, 631]
chain-body-1: ಅಂತಾರಾಷ್ಟ್ರೀಯ ಪ್ರಜಾಪ್ರಭುತ್ವ ದಿನದ ಅಂಗವಾಗಿ ಸೆಪ್ಟೆಂಬರ್ 15ರಂದು ಆಯೋಜಿಸಲಾಗಿರುವ ರಾಜ್ಯದ ಬೀದರ್ ಜಿಲ್ಲೆಯಿಂದ ಚಾಮರಾಜನಗರ ಜಿಲ್ಲೆಯವರೆಗೆ ಅತಿ ಉದ್ದದ ಮಾನವ ಸರಪಳಿ ಕಾರ್ಯಕ್ರಮದಲ್ಲಿ ಜಿಲ್ಲೆಯ ಎಲ್ಲಾ ಸಾರ್ವಜನಿಕರು ಭಾಗವಹಿಸಿ ಯಶಸ್ವಿಗೊಳಿಸಬೇಕು ಎಂದು ಸಂಸದರು ಹಾಗೂ ಶಾಸಕರು ಮನವಿ ಮಾಡಿದರು. ನಗರದ ಜಿಲ್ಲಾಡಳಿತ ಭವನದ ಸಭಾಂಗಣದಲ್ಲಿ ಕಾರ್ಯಕ್ರಮದ ಪ್ರಚಾರ ಸಾಮಗ್ರಿಗಳನ್ನು ಬಿಡುಗಡೆ ಮಾಡಿ ಮಾತನಾಡಿದರು. ಜಿಲ್ಲೆಯಲ್ಲಿ 24 ಕಿ.ಮೀ. ಉದ್ದದ ಮಾನವ ಸರಪಳಿ ರಚಿಸಲಾಗುತ್ತಿದ್ದು ಪ್ರತಿ 100 ಮೀಟರ್‌ಗೆ ಒಬ್ಬ ನೋಡಲ್ ಅಧಿಕಾರಿಯನ್ನು ನೇಮಿಸಲಾಗಿದೆ. ಬೆಳಿಗ್ಗೆ 8.30 ರಿಂದ 10.30ರವರೆಗೆ ಕಾರ್ಯಕ್ರಮ ನಡೆಯಲಿದ್ದು ವಿದ್ಯಾರ್ಥಿಗಳು, ಸಂಘ ಸಂಸ್ಥೆಗಳು, ಸ್ವಸಹಾಯ ಸಂಘಗಳ ಸದಸ್ಯರು ಸೇರಿದಂತೆ ಸುಮಾರು 19,200 ಜನರು ಭಾಗವಹಿಸುವ ನಿರೀಕ್ಷೆ ಇದೆ ಎಂದರು.	[252, 408, 422, 534]
graphic-intl-text: INTERNATIONAL DAY OF	[473, 1311, 555, 1318]
subplan-text: ಯುವ ಸಬಲೀಕರಣ ಮತ್ತು ಕ್ರೀಡಾ ಇಲಾಖೆ ವತಿಯಿಂದ 2024-25ನೇ ಸಾಲಿನ ಪರಿಶಿಷ್ಟ ಜಾತಿ ಉಪಯೋಜನೆಯಡಿ ಯುವಜನರಿಗೆ ಕಂಪ್ಯೂಟರ್, ಟ್ಯಾಲಿ, ಡ್ರೈವಿಂಗ್ ಹಾಗೂ ಇತರೆ ಕೌಶಲ್ಯ ತರಬೇತಿ ನೀಡಲು ಅರ್ಜಿ ಆಹ್ವಾನಿಸಲಾಗಿದೆ. 18 ರಿಂದ 35 ವರ್ಷದೊಳಗಿನ ಯುವಕ ಯುವತಿಯರು ಅರ್ಜಿ ಸಲ್ಲಿಸಬಹುದು. ಆಸಕ್ತರು ಸೆಪ್ಟೆಂಬರ್ 19 ರೊಳಗೆ ನಗರದ ಜಿಲ್ಲಾ ಕ್ರೀಡಾಂಗಣದಲ್ಲಿರುವ ಇಲಾಖೆ ಕಚೇರಿಗೆ ಅಗತ್ಯ ದಾಖಲೆಗಳೊಂದಿಗೆ ಅರ್ಜಿ ಸಲ್ಲಿಸಬೇಕು. ಹೆಚ್ಚಿನ ಮಾಹಿತಿಗೆ ದೂ.ಸಂ. 08226-224932 ಅಥವಾ ಮೊ.ಸಂ. 9916466659 ಅನ್ನು ಸಂಪರ್ಕಿಸುವಂತೆ ಸಹಾಯಕ ನಿರ್ದೇಶಕರು ಪ್ರಕಟಣೆಯಲ್ಲಿ ತಿಳಿಸಿದ್ದಾರೆ.	[754, 934, 940, 1028]
senior-citizens-story	[752, 60, 945, 338]
cow-headline-1: ಅವಳಿ ಕರುಗಳಿಗೆ	[757, 1169, 835, 1187]
top-body-col3	[500, 128, 618, 335]
cow-story	[755, 1164, 945, 1490]
bottom-body-col3	[568, 1246, 746, 1486]
top-photo-teachers	[132, 128, 494, 256]
democracy-day-graphic	[383, 1247, 562, 1366]
